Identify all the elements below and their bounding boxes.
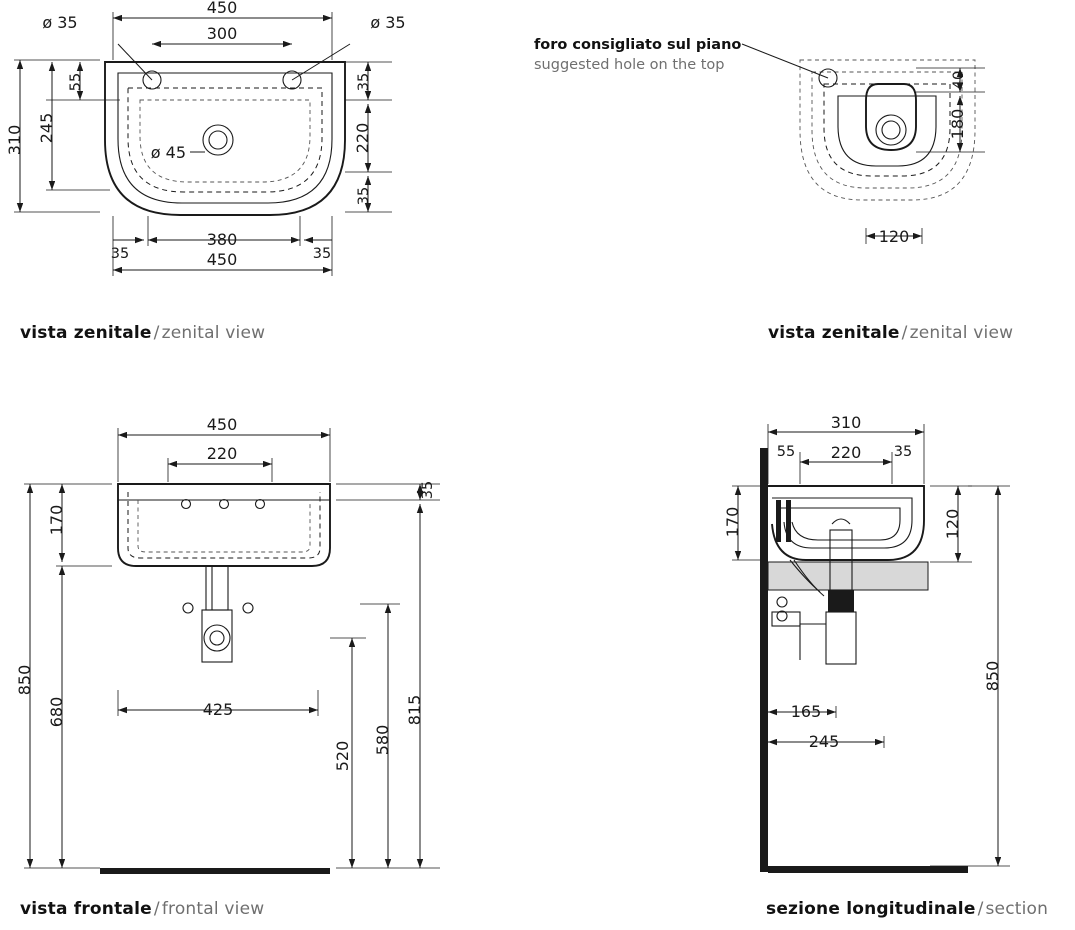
top-right-dimension-labels (879, 71, 967, 246)
dim-sec-hole-to-edge: 220 (830, 443, 862, 462)
dim-side-left: 35 (110, 246, 130, 262)
dim-sec-wall-to-hole: 55 (776, 444, 796, 460)
dim-hole-large: 180 (948, 108, 967, 140)
dim-right-mid: 220 (353, 122, 372, 154)
dim-sec-projection-245: 245 (808, 732, 840, 751)
caption-top-left-view (20, 323, 265, 343)
caption-sep: / (977, 899, 984, 919)
caption-en: frontal view (161, 899, 265, 919)
dim-right-bottom: 35 (356, 186, 372, 206)
caption-top-right-view (768, 323, 1013, 343)
dim-fv-basin-height: 170 (47, 504, 66, 536)
dim-fv-trap-width: 425 (202, 700, 234, 719)
caption-bottom-left-view (20, 899, 264, 919)
dim-fv-rim-thickness: 35 (420, 480, 436, 500)
dim-hole-small: 40 (951, 70, 967, 90)
dim-drain-diameter: ø 45 (150, 143, 186, 162)
suggested-hole-note (534, 36, 741, 75)
caption-sep: / (153, 323, 160, 343)
dim-fv-tap-spacing: 220 (206, 444, 238, 463)
caption-it: vista frontale (20, 899, 152, 919)
caption-it: sezione longitudinale (766, 899, 976, 919)
dim-sec-rear-offset: 35 (893, 444, 913, 460)
dim-sec-floor-to-rim: 850 (983, 660, 1002, 692)
caption-en: zenital view (909, 323, 1014, 343)
dim-fv-floor-to-bottom: 680 (47, 696, 66, 728)
caption-bottom-right-view (766, 899, 1048, 919)
dim-sec-projection-165: 165 (790, 702, 822, 721)
note-line-english: suggested hole on the top (534, 56, 725, 73)
caption-en: zenital view (161, 323, 266, 343)
caption-sep: / (153, 899, 160, 919)
dim-hole-left: ø 35 (42, 13, 78, 32)
caption-it: vista zenitale (768, 323, 900, 343)
dim-width-total-top: 450 (206, 0, 238, 17)
dim-hole-right: ø 35 (370, 13, 406, 32)
caption-en: section (985, 899, 1049, 919)
bottom-right-view-geometry (732, 424, 1010, 873)
top-left-view-geometry (14, 12, 392, 276)
dim-front-offset: 120 (878, 227, 910, 246)
dim-fv-drain-height: 580 (373, 724, 392, 756)
caption-it: vista zenitale (20, 323, 152, 343)
dim-right-top: 35 (356, 72, 372, 92)
top-right-view-geometry (742, 44, 985, 244)
dim-hole-spacing: 300 (206, 24, 238, 43)
dim-edge-to-hole: 55 (68, 72, 84, 92)
dim-sec-basin-height: 170 (723, 506, 742, 538)
dim-depth-total: 310 (5, 124, 24, 156)
dim-side-right: 35 (312, 246, 332, 262)
dim-sec-depth-total: 310 (830, 413, 862, 432)
caption-sep: / (901, 323, 908, 343)
dim-sec-rim-drop: 120 (943, 508, 962, 540)
note-line-italian: foro consigliato sul piano (534, 37, 742, 53)
bottom-left-view-geometry (24, 428, 440, 874)
dim-fv-width-total: 450 (206, 415, 238, 434)
dim-fv-floor-to-rim: 850 (15, 664, 34, 696)
dim-bowl-width: 380 (206, 230, 238, 249)
dim-fv-pipe-height: 520 (333, 740, 352, 772)
dim-fv-waste-height: 815 (405, 694, 424, 726)
bottom-left-dimension-labels (15, 415, 436, 771)
dim-basin-depth-inner: 245 (37, 112, 56, 144)
dim-width-total-bottom: 450 (206, 250, 238, 269)
